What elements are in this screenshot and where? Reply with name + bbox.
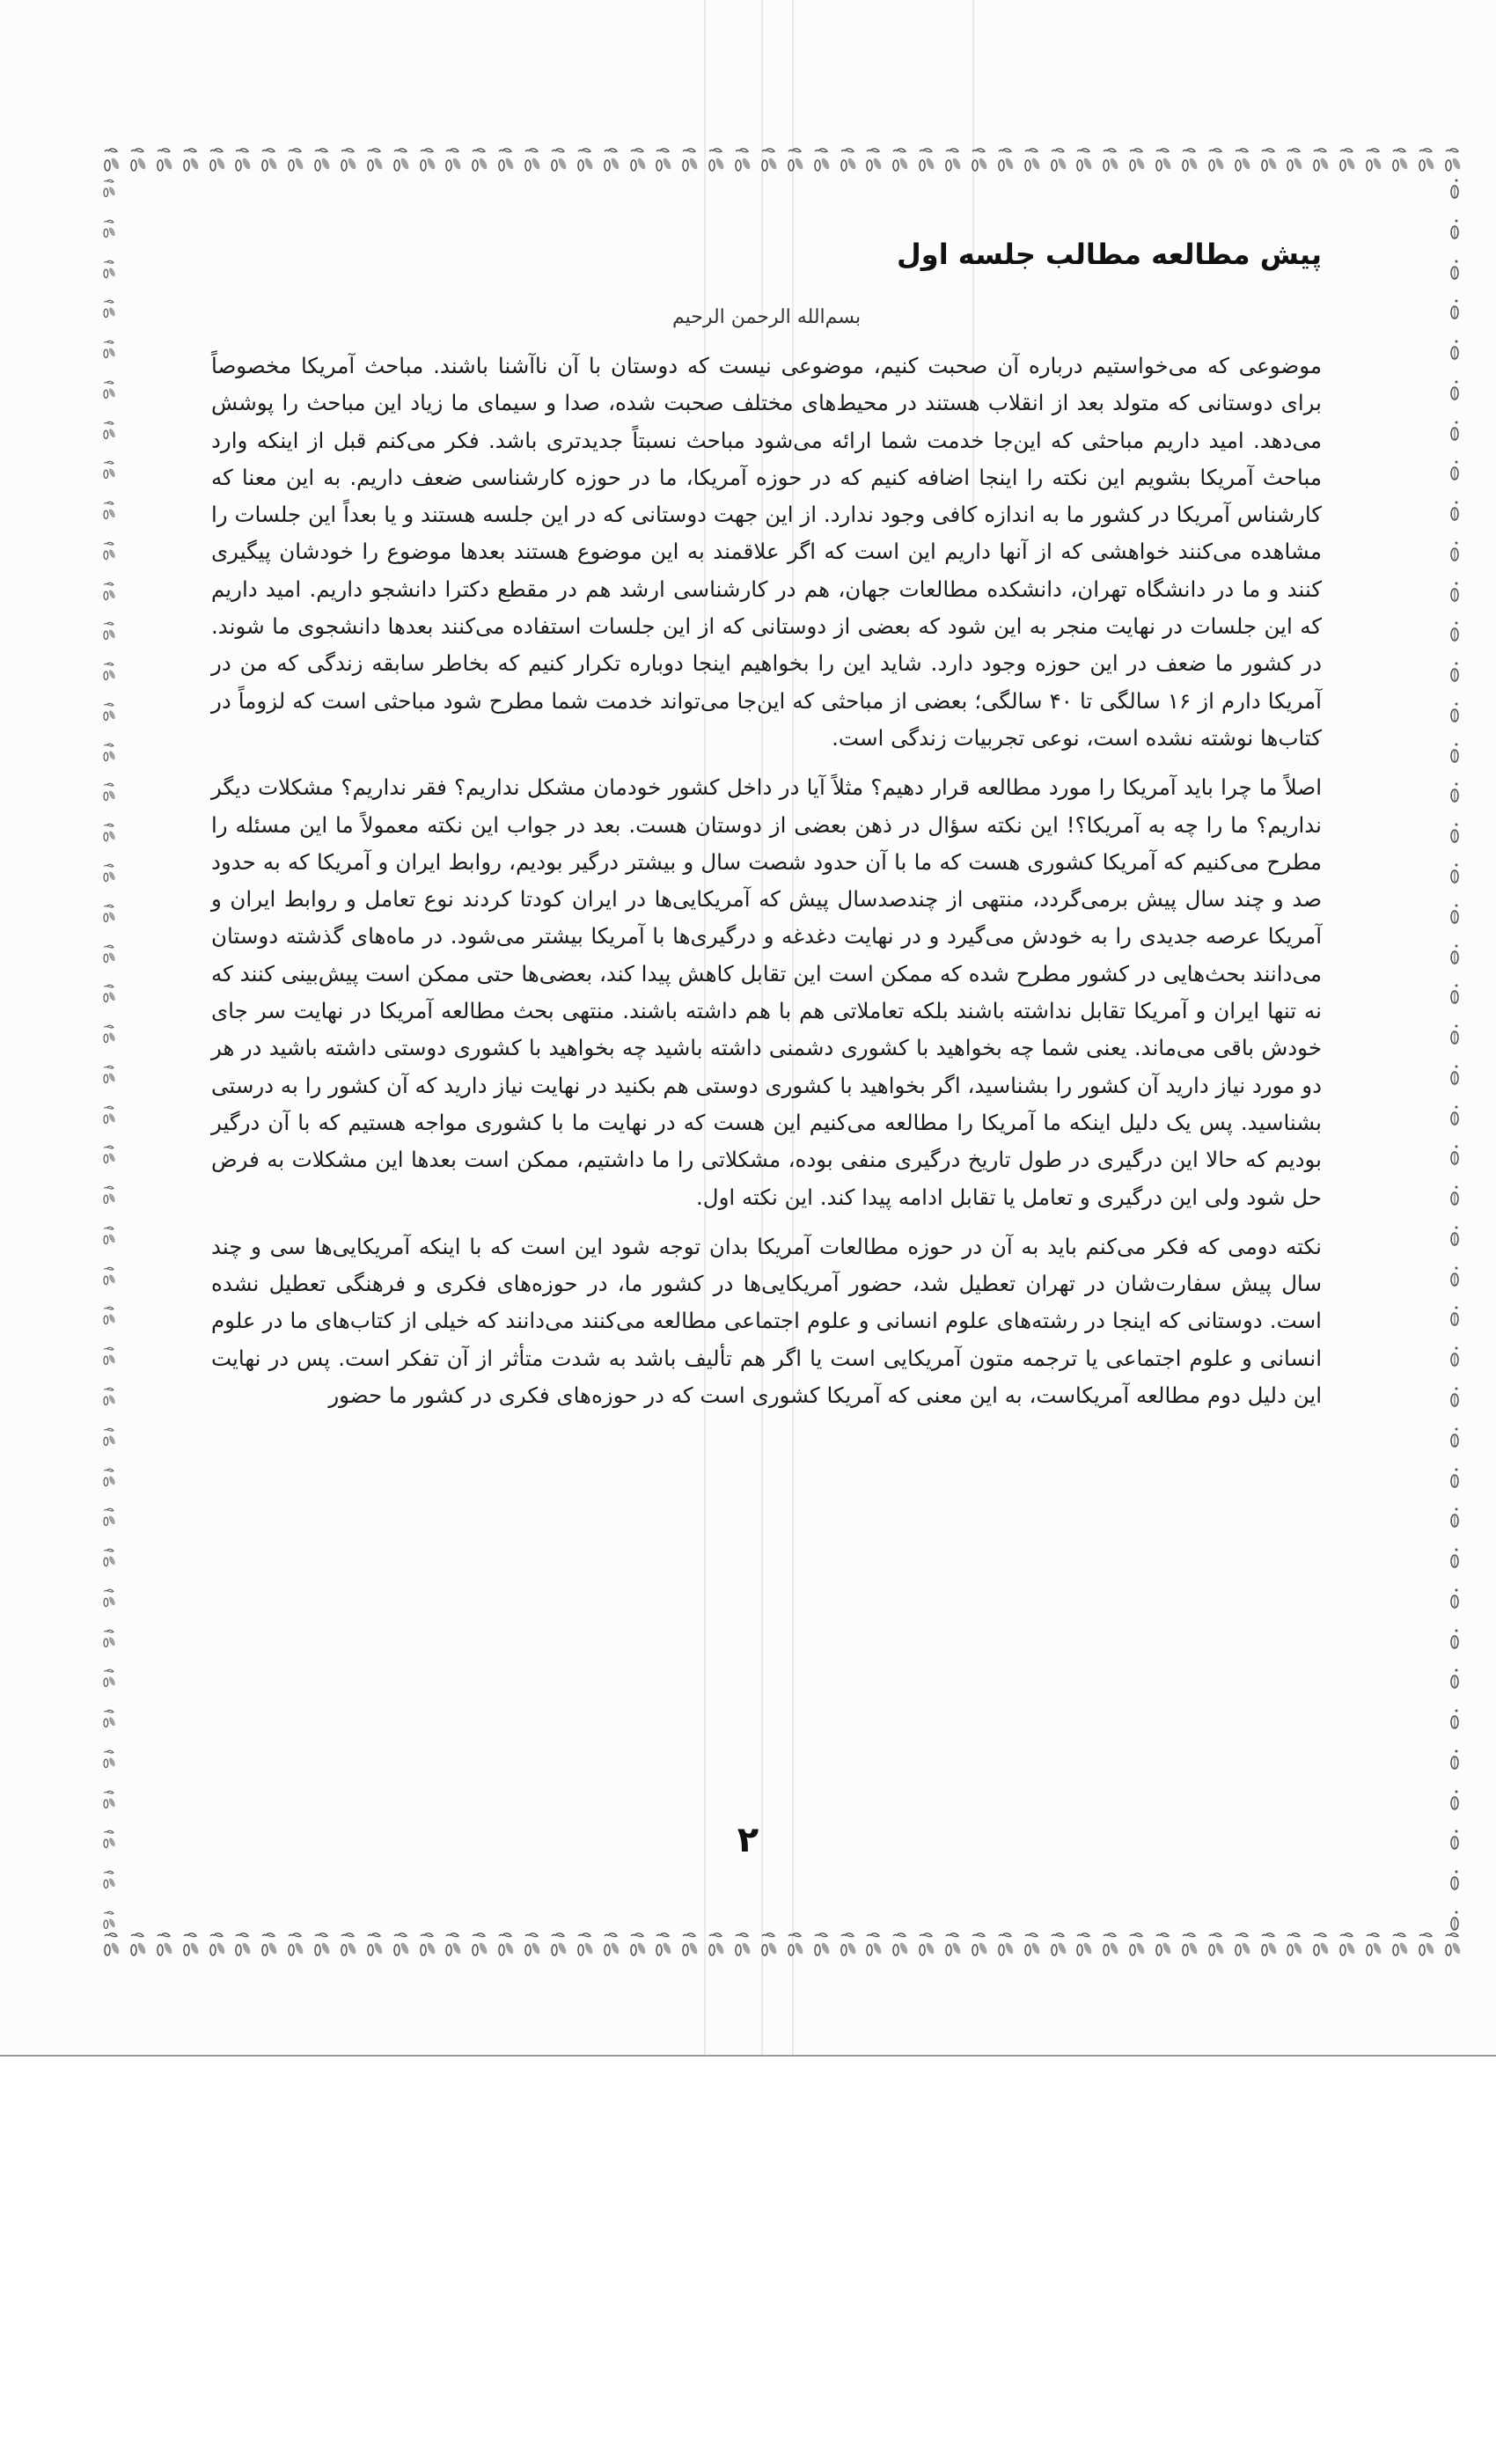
leaf-ornament-icon xyxy=(1446,1346,1463,1368)
leaf-ornament-icon xyxy=(627,1932,650,1959)
leaf-ornament-icon xyxy=(1153,148,1176,174)
leaf-ornament-icon xyxy=(1446,1588,1463,1610)
leaf-ornament-icon xyxy=(101,1507,119,1529)
leaf-ornament-icon xyxy=(1074,148,1096,174)
leaf-ornament-icon xyxy=(916,1932,939,1959)
leaf-ornament-icon xyxy=(1446,1064,1463,1087)
leaf-ornament-icon xyxy=(1446,218,1463,241)
leaf-ornament-icon xyxy=(995,1932,1018,1959)
leaf-ornament-icon xyxy=(1179,1932,1202,1959)
leaf-ornament-icon xyxy=(101,500,119,523)
leaf-ornament-icon xyxy=(1446,1426,1463,1449)
leaf-ornament-icon xyxy=(1416,1932,1439,1959)
leaf-ornament-icon xyxy=(811,1932,834,1959)
leaf-ornament-icon xyxy=(232,148,255,174)
leaf-ornament-icon xyxy=(285,148,308,174)
leaf-ornament-icon xyxy=(101,943,119,966)
leaf-ornament-icon xyxy=(101,1225,119,1248)
leaf-ornament-icon xyxy=(1446,1184,1463,1207)
border-right xyxy=(1446,178,1465,1932)
leaf-ornament-icon xyxy=(679,148,702,174)
leaf-ornament-icon xyxy=(101,1467,119,1490)
leaf-ornament-icon xyxy=(338,1932,361,1959)
leaf-ornament-icon xyxy=(916,148,939,174)
leaf-ornament-icon xyxy=(1100,148,1123,174)
leaf-ornament-icon xyxy=(101,1547,119,1570)
leaf-ornament-icon xyxy=(679,1932,702,1959)
paragraph-1: موضوعی که می‌خواستیم درباره آن صحبت کنیم، موضوعی نیست که دوستان با آن ناآشنا باشند. مباحث آمریکا مخصوصاً برای دوستانی که متولد بعد از انقلاب هستند در محیط‌های مختلف صحبت شده، صدا و سیمای ما زیاد این مباحث را پوشش می‌دهد. امید داریم مباحثی که این‌جا خدمت شما ارائه می‌شود مباحث نسبتاً جدیدتری باشد. فکر می‌کنم قبل از اینکه وارد مباحث آمریکا بشویم این نکته را اینجا اضافه کنیم که در حوزه آمریکا، ما در حوزه کارشناسی ضعف داریم. به این معنا که کارشناس آمریکا در کشور ما به اندازه کافی وجود ندارد. از این جهت دوستانی که در این جلسه هستند و یا بعداً این جلسات را مشاهده می‌کنند خواهشی که از آنها داریم این است که اگر علاقمند به این موضوع هستند بعدها موضوع را خودشان پیگیری کنند و ما در دانشگاه تهران، دانشکده مطالعات جهان، هم در کارشناسی ارشد هم در مقطع دکترا دانشجو داریم. امید داریم که این جلسات در نهایت منجر به این شود که بعضی از دوستانی که از این جلسات استفاده می‌کنند بعدها دانشجوی ما شوند. در کشور ما ضعف در این حوزه وجود دارد. شاید این را بخواهیم اینجا دوباره تکرار کنیم که بخاطر سابقه زندگی که من در آمریکا دارم از ۱۶ سالگی تا ۴۰ سالگی؛ بعضی از مباحثی که این‌جا می‌تواند خدمت شما مطرح شود مباحثی است که لزوماً در کتاب‌ها نوشته نشده است، نوعی تجربیات زندگی است. xyxy=(211,353,1322,751)
leaf-ornament-icon xyxy=(101,1346,119,1368)
leaf-ornament-icon xyxy=(391,148,414,174)
leaf-ornament-icon xyxy=(443,1932,466,1959)
leaf-ornament-icon xyxy=(128,148,150,174)
leaf-ornament-icon xyxy=(1048,1932,1071,1959)
leaf-ornament-icon xyxy=(1337,148,1360,174)
leaf-ornament-icon xyxy=(128,1932,150,1959)
leaf-ornament-icon xyxy=(1442,148,1465,174)
leaf-ornament-icon xyxy=(1390,148,1412,174)
leaf-ornament-icon xyxy=(601,1932,624,1959)
leaf-ornament-icon xyxy=(1258,1932,1281,1959)
leaf-ornament-icon xyxy=(1446,1668,1463,1690)
leaf-ornament-icon xyxy=(1179,148,1202,174)
page-number: ۲ xyxy=(737,1820,759,1860)
leaf-ornament-icon xyxy=(101,420,119,443)
leaf-ornament-icon xyxy=(101,379,119,402)
leaf-ornament-icon xyxy=(101,298,119,321)
leaf-ornament-icon xyxy=(759,148,781,174)
leaf-ornament-icon xyxy=(101,742,119,765)
leaf-ornament-icon xyxy=(101,1426,119,1449)
leaf-ornament-icon xyxy=(101,178,119,201)
leaf-ornament-icon xyxy=(180,148,203,174)
leaf-ornament-icon xyxy=(1232,1932,1255,1959)
leaf-ornament-icon xyxy=(1232,148,1255,174)
leaf-ornament-icon xyxy=(969,1932,992,1959)
leaf-ornament-icon xyxy=(1446,1708,1463,1731)
leaf-ornament-icon xyxy=(259,1932,282,1959)
leaf-ornament-icon xyxy=(1446,298,1463,321)
leaf-ornament-icon xyxy=(548,148,571,174)
leaf-ornament-icon xyxy=(1446,1305,1463,1328)
leaf-ornament-icon xyxy=(1446,1023,1463,1046)
leaf-ornament-icon xyxy=(942,148,965,174)
leaf-ornament-icon xyxy=(469,148,492,174)
leaf-ornament-icon xyxy=(1022,148,1045,174)
border-left xyxy=(101,178,121,1932)
leaf-ornament-icon xyxy=(653,148,676,174)
leaf-ornament-icon xyxy=(1446,540,1463,563)
leaf-ornament-icon xyxy=(1206,1932,1228,1959)
leaf-ornament-icon xyxy=(1446,620,1463,643)
leaf-ornament-icon xyxy=(101,540,119,563)
leaf-ornament-icon xyxy=(101,862,119,885)
leaf-ornament-icon xyxy=(1416,148,1439,174)
leaf-ornament-icon xyxy=(1390,1932,1412,1959)
leaf-ornament-icon xyxy=(1446,1507,1463,1529)
leaf-ornament-icon xyxy=(1446,1467,1463,1490)
leaf-ornament-icon xyxy=(890,1932,913,1959)
leaf-ornament-icon xyxy=(338,148,361,174)
leaf-ornament-icon xyxy=(548,1932,571,1959)
leaf-ornament-icon xyxy=(522,148,545,174)
page-title: پیش مطالعه مطالب جلسه اول xyxy=(897,238,1322,271)
leaf-ornament-icon xyxy=(101,781,119,804)
leaf-ornament-icon xyxy=(1126,1932,1149,1959)
leaf-ornament-icon xyxy=(1446,661,1463,684)
leaf-ornament-icon xyxy=(101,661,119,684)
leaf-ornament-icon xyxy=(732,148,755,174)
leaf-ornament-icon xyxy=(1446,1869,1463,1892)
leaf-ornament-icon xyxy=(101,1869,119,1892)
leaf-ornament-icon xyxy=(1446,1910,1463,1932)
leaf-ornament-icon xyxy=(1446,178,1463,201)
leaf-ornament-icon xyxy=(101,1749,119,1771)
leaf-ornament-icon xyxy=(259,148,282,174)
leaf-ornament-icon xyxy=(732,1932,755,1959)
leaf-ornament-icon xyxy=(653,1932,676,1959)
leaf-ornament-icon xyxy=(391,1932,414,1959)
leaf-ornament-icon xyxy=(1446,1628,1463,1651)
leaf-ornament-icon xyxy=(101,1386,119,1409)
leaf-ornament-icon xyxy=(101,459,119,482)
leaf-ornament-icon xyxy=(995,148,1018,174)
leaf-ornament-icon xyxy=(101,1588,119,1610)
leaf-ornament-icon xyxy=(207,148,230,174)
leaf-ornament-icon xyxy=(101,1064,119,1087)
leaf-ornament-icon xyxy=(1446,943,1463,966)
leaf-ornament-icon xyxy=(101,1910,119,1932)
leaf-ornament-icon xyxy=(101,1932,124,1959)
leaf-ornament-icon xyxy=(942,1932,965,1959)
leaf-ornament-icon xyxy=(1446,1789,1463,1812)
leaf-ornament-icon xyxy=(1446,1104,1463,1127)
leaf-ornament-icon xyxy=(1446,983,1463,1006)
leaf-ornament-icon xyxy=(1446,742,1463,765)
leaf-ornament-icon xyxy=(101,218,119,241)
leaf-ornament-icon xyxy=(627,148,650,174)
leaf-ornament-icon xyxy=(601,148,624,174)
leaf-ornament-icon xyxy=(101,1104,119,1127)
leaf-ornament-icon xyxy=(890,148,913,174)
leaf-ornament-icon xyxy=(101,1668,119,1690)
leaf-ornament-icon xyxy=(101,148,124,174)
leaf-ornament-icon xyxy=(706,148,729,174)
leaf-ornament-icon xyxy=(1048,148,1071,174)
leaf-ornament-icon xyxy=(285,1932,308,1959)
leaf-ornament-icon xyxy=(838,148,861,174)
leaf-ornament-icon xyxy=(1446,420,1463,443)
page-content xyxy=(211,238,1322,1426)
leaf-ornament-icon xyxy=(1446,1749,1463,1771)
leaf-ornament-icon xyxy=(101,1184,119,1207)
border-top xyxy=(101,148,1465,178)
leaf-ornament-icon xyxy=(1284,148,1307,174)
leaf-ornament-icon xyxy=(207,1932,230,1959)
leaf-ornament-icon xyxy=(785,1932,808,1959)
leaf-ornament-icon xyxy=(101,1708,119,1731)
leaf-ornament-icon xyxy=(1310,1932,1333,1959)
leaf-ornament-icon xyxy=(101,701,119,724)
leaf-ornament-icon xyxy=(101,983,119,1006)
leaf-ornament-icon xyxy=(1446,1225,1463,1248)
leaf-ornament-icon xyxy=(1100,1932,1123,1959)
leaf-ornament-icon xyxy=(1446,1144,1463,1167)
paragraph-2: اصلاً ما چرا باید آمریکا را مورد مطالعه قرار دهیم؟ مثلاً آیا در داخل کشور خودمان مشکل نداریم؟ فقر نداریم؟ مشکلات دیگر نداریم؟ ما را چه به آمریکا؟! این نکته سؤال در ذهن بعضی از دوستان هست. بعد در جواب این نکته معمولاً ما این مسئله را مطرح می‌کنیم که آمریکا کشوری هست که ما با آن حدود شصت سال و بیشتر درگیر بودیم، روابط ایران و آمریکا که به حدود صد و چند سال پیش برمی‌گردد، منتهی از چندصدسال پیش که آمریکایی‌ها در ایران کودتا کردند نوع تعامل و روابط ایران و آمریکا عرصه جدیدی را به خودش می‌گیرد و در نهایت دغدغه و درگیری‌ها با آمریکا بیشتر می‌شود. در ماه‌های گذشته دوستان می‌دانند بحث‌هایی در کشور مطرح شده که ممکن است این تقابل کاهش پیدا کند، بعضی‌ها حتی ممکن است پیش‌بینی کنند که نه تنها ایران و آمریکا تقابل نداشته باشند بلکه تعاملاتی هم با هم داشته باشند. منتهی بحث مطالعه آمریکا در نهایت سر جای خودش باقی می‌ماند. یعنی شما چه بخواهید با کشوری دشمنی داشته باشید چه بخواهید با کشوری دوستی داشته باشید در هر دو مورد نیاز دارید آن کشور را بشناسید، اگر بخواهید با کشوری دوستی هم بکنید در نهایت نیاز دارید که آن کشور را به درستی بشناسید. پس یک دلیل اینکه ما آمریکا را مطالعه می‌کنیم این هست که در نهایت ما با کشوری مواجه هستیم که با آن درگیر بودیم که حالا این درگیری در طول تاریخ درگیری منفی بوده، مشکلاتی را ما داشتیم، ممکن است بعدها این مشکلات به فرض حل شود ولی این درگیری و تعامل یا تقابل ادامه پیدا کند. این نکته اول. xyxy=(211,774,1322,1210)
leaf-ornament-icon xyxy=(101,581,119,604)
leaf-ornament-icon xyxy=(495,1932,518,1959)
leaf-ornament-icon xyxy=(706,1932,729,1959)
leaf-ornament-icon xyxy=(1446,581,1463,604)
leaf-ornament-icon xyxy=(154,148,177,174)
leaf-ornament-icon xyxy=(101,822,119,845)
leaf-ornament-icon xyxy=(785,148,808,174)
leaf-ornament-icon xyxy=(1363,1932,1386,1959)
leaf-ornament-icon xyxy=(1446,1547,1463,1570)
leaf-ornament-icon xyxy=(101,339,119,362)
leaf-ornament-icon xyxy=(575,148,598,174)
leaf-ornament-icon xyxy=(1446,701,1463,724)
leaf-ornament-icon xyxy=(1446,379,1463,402)
leaf-ornament-icon xyxy=(101,259,119,282)
leaf-ornament-icon xyxy=(469,1932,492,1959)
leaf-ornament-icon xyxy=(101,1023,119,1046)
leaf-ornament-icon xyxy=(417,1932,440,1959)
leaf-ornament-icon xyxy=(443,148,466,174)
leaf-ornament-icon xyxy=(364,1932,387,1959)
leaf-ornament-icon xyxy=(101,1305,119,1328)
leaf-ornament-icon xyxy=(1363,148,1386,174)
leaf-ornament-icon xyxy=(811,148,834,174)
leaf-ornament-icon xyxy=(1446,1386,1463,1409)
leaf-ornament-icon xyxy=(1310,148,1333,174)
leaf-ornament-icon xyxy=(495,148,518,174)
leaf-ornament-icon xyxy=(969,148,992,174)
leaf-ornament-icon xyxy=(1022,1932,1045,1959)
leaf-ornament-icon xyxy=(232,1932,255,1959)
leaf-ornament-icon xyxy=(863,148,886,174)
leaf-ornament-icon xyxy=(1126,148,1149,174)
leaf-ornament-icon xyxy=(101,903,119,926)
leaf-ornament-icon xyxy=(1446,259,1463,282)
leaf-ornament-icon xyxy=(180,1932,203,1959)
leaf-ornament-icon xyxy=(312,1932,334,1959)
leaf-ornament-icon xyxy=(1446,822,1463,845)
leaf-ornament-icon xyxy=(101,620,119,643)
leaf-ornament-icon xyxy=(417,148,440,174)
leaf-ornament-icon xyxy=(101,1628,119,1651)
leaf-ornament-icon xyxy=(1074,1932,1096,1959)
paragraph-3: نکته دومی که فکر می‌کنم باید به آن در حوزه مطالعات آمریکا بدان توجه شود این است که با اینکه آمریکایی‌ها سی و چند سال پیش سفارت‌شان در تهران تعطیل شد، حضور آمریکایی‌ها در کشور ما، در حوزه‌های فکری و فرهنگی تعطیل نشده است. دوستانی که اینجا در رشته‌های علوم انسانی و علوم اجتماعی مطالعه می‌کنند می‌دانند که خیلی از کتاب‌های ما در علوم انسانی و علوم اجتماعی یا ترجمه متون آمریکایی است یا اگر هم تألیف باشد به شدت متأثر از آن تفکر است. پس در نهایت این دلیل دوم مطالعه آمریکاست، به این معنی که آمریکا کشوری است که در حوزه‌های فکری در کشور ما حضور xyxy=(211,1233,1322,1409)
leaf-ornament-icon xyxy=(101,1265,119,1288)
leaf-ornament-icon xyxy=(1446,339,1463,362)
border-bottom xyxy=(101,1932,1465,1962)
leaf-ornament-icon xyxy=(1153,1932,1176,1959)
leaf-ornament-icon xyxy=(522,1932,545,1959)
leaf-ornament-icon xyxy=(101,1789,119,1812)
leaf-ornament-icon xyxy=(1446,781,1463,804)
leaf-ornament-icon xyxy=(1446,903,1463,926)
leaf-ornament-icon xyxy=(101,1144,119,1167)
leaf-ornament-icon xyxy=(1337,1932,1360,1959)
leaf-ornament-icon xyxy=(1446,862,1463,885)
leaf-ornament-icon xyxy=(1446,500,1463,523)
leaf-ornament-icon xyxy=(1206,148,1228,174)
leaf-ornament-icon xyxy=(575,1932,598,1959)
leaf-ornament-icon xyxy=(838,1932,861,1959)
leaf-ornament-icon xyxy=(1284,1932,1307,1959)
leaf-ornament-icon xyxy=(1442,1932,1465,1959)
leaf-ornament-icon xyxy=(312,148,334,174)
leaf-ornament-icon xyxy=(154,1932,177,1959)
leaf-ornament-icon xyxy=(863,1932,886,1959)
basmala: بسم‌الله الرحمن الرحیم xyxy=(671,306,862,328)
leaf-ornament-icon xyxy=(1446,459,1463,482)
leaf-ornament-icon xyxy=(1446,1265,1463,1288)
leaf-ornament-icon xyxy=(759,1932,781,1959)
leaf-ornament-icon xyxy=(1258,148,1281,174)
leaf-ornament-icon xyxy=(364,148,387,174)
